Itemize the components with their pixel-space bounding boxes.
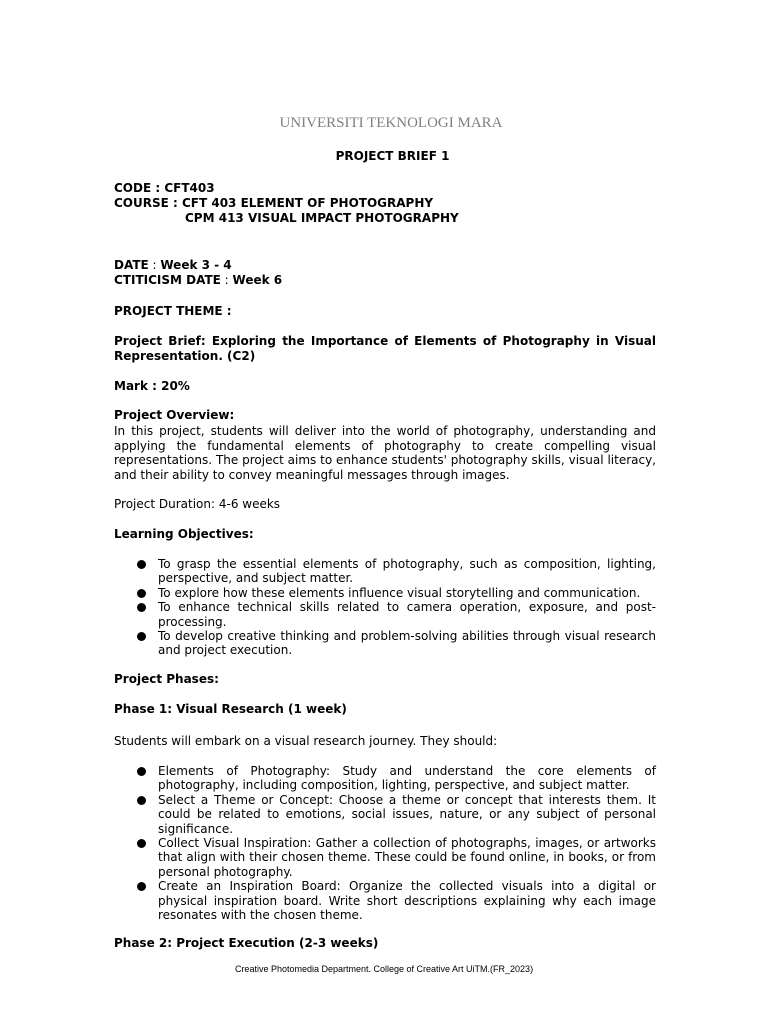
bullet-icon xyxy=(137,603,146,612)
list-item: To explore how these elements influence visual storytelling and communication. xyxy=(114,586,656,600)
objectives-list xyxy=(114,557,656,658)
list-item: Collect Visual Inspiration: Gather a collection of photographs, images, or artworks that align with their chosen theme. These could be found online, in books, or from personal photography. xyxy=(114,836,656,879)
list-item: To grasp the essential elements of photography, such as composition, lighting, perspective, and subject matter. xyxy=(114,557,656,586)
bullet-icon xyxy=(137,767,146,776)
university-name: UNIVERSITI TEKNOLOGI MARA xyxy=(279,115,503,131)
course-name-2: CPM 413 VISUAL IMPACT PHOTOGRAPHY xyxy=(185,211,459,225)
project-theme-label: PROJECT THEME : xyxy=(114,304,232,318)
phase1-list xyxy=(114,764,656,922)
project-duration: Project Duration: 4-6 weeks xyxy=(114,497,281,511)
course-name: COURSE : CFT 403 ELEMENT OF PHOTOGRAPHY xyxy=(114,196,434,210)
list-item: Create an Inspiration Board: Organize the collected visuals into a digital or physical inspiration board. Write short descriptions explaining why each image resonates with the chosen theme. xyxy=(114,879,656,922)
brief-title: PROJECT BRIEF 1 xyxy=(335,149,450,163)
list-item: Elements of Photography: Study and understand the core elements of photography, including composition, lighting, perspective, and subject matter. xyxy=(114,764,656,793)
list-item: To enhance technical skills related to camera operation, exposure, and post-processing. xyxy=(114,600,656,629)
criticism-label: CTITICISM DATE xyxy=(114,273,221,287)
bullet-icon xyxy=(137,839,146,848)
mark: Mark : 20% xyxy=(114,379,190,393)
bullet-icon xyxy=(137,632,146,641)
page-footer: Creative Photomedia Department. College of Creative Art UiTM.(FR_2023) xyxy=(234,964,534,974)
list-item: To develop creative thinking and problem-solving abilities through visual research and project execution. xyxy=(114,629,656,658)
overview-heading: Project Overview: xyxy=(114,408,235,422)
phases-heading: Project Phases: xyxy=(114,672,219,686)
date-value: Week 3 - 4 xyxy=(160,258,232,272)
bullet-icon xyxy=(137,796,146,805)
course-code: CODE : CFT403 xyxy=(114,181,215,195)
bullet-icon xyxy=(137,560,146,569)
list-item: Select a Theme or Concept: Choose a theme or concept that interests them. It could be related to emotions, social issues, nature, or any subject of personal significance. xyxy=(114,793,656,836)
bullet-icon xyxy=(137,882,146,891)
criticism-value: Week 6 xyxy=(232,273,283,287)
date-label: DATE xyxy=(114,258,149,272)
phase1-heading: Phase 1: Visual Research (1 week) xyxy=(114,702,347,716)
criticism-date-line: CTITICISM DATE : Week 6 xyxy=(114,273,283,287)
date-line: DATE : Week 3 - 4 xyxy=(114,258,232,272)
overview-text: In this project, students will deliver into the world of photography, understanding and applying the fundamental elements of photography to create compelling visual representations. The project aims to enhance students' photography skills, visual literacy, and their ability to convey meaningful messages through images. xyxy=(114,424,656,482)
bullet-icon xyxy=(137,589,146,598)
objectives-heading: Learning Objectives: xyxy=(114,527,254,541)
phase1-intro: Students will embark on a visual research journey. They should: xyxy=(114,734,498,748)
phase2-heading: Phase 2: Project Execution (2-3 weeks) xyxy=(114,936,379,950)
project-brief-statement: Project Brief: Exploring the Importance of Elements of Photography in Visual Representation. (C2) xyxy=(114,334,656,363)
